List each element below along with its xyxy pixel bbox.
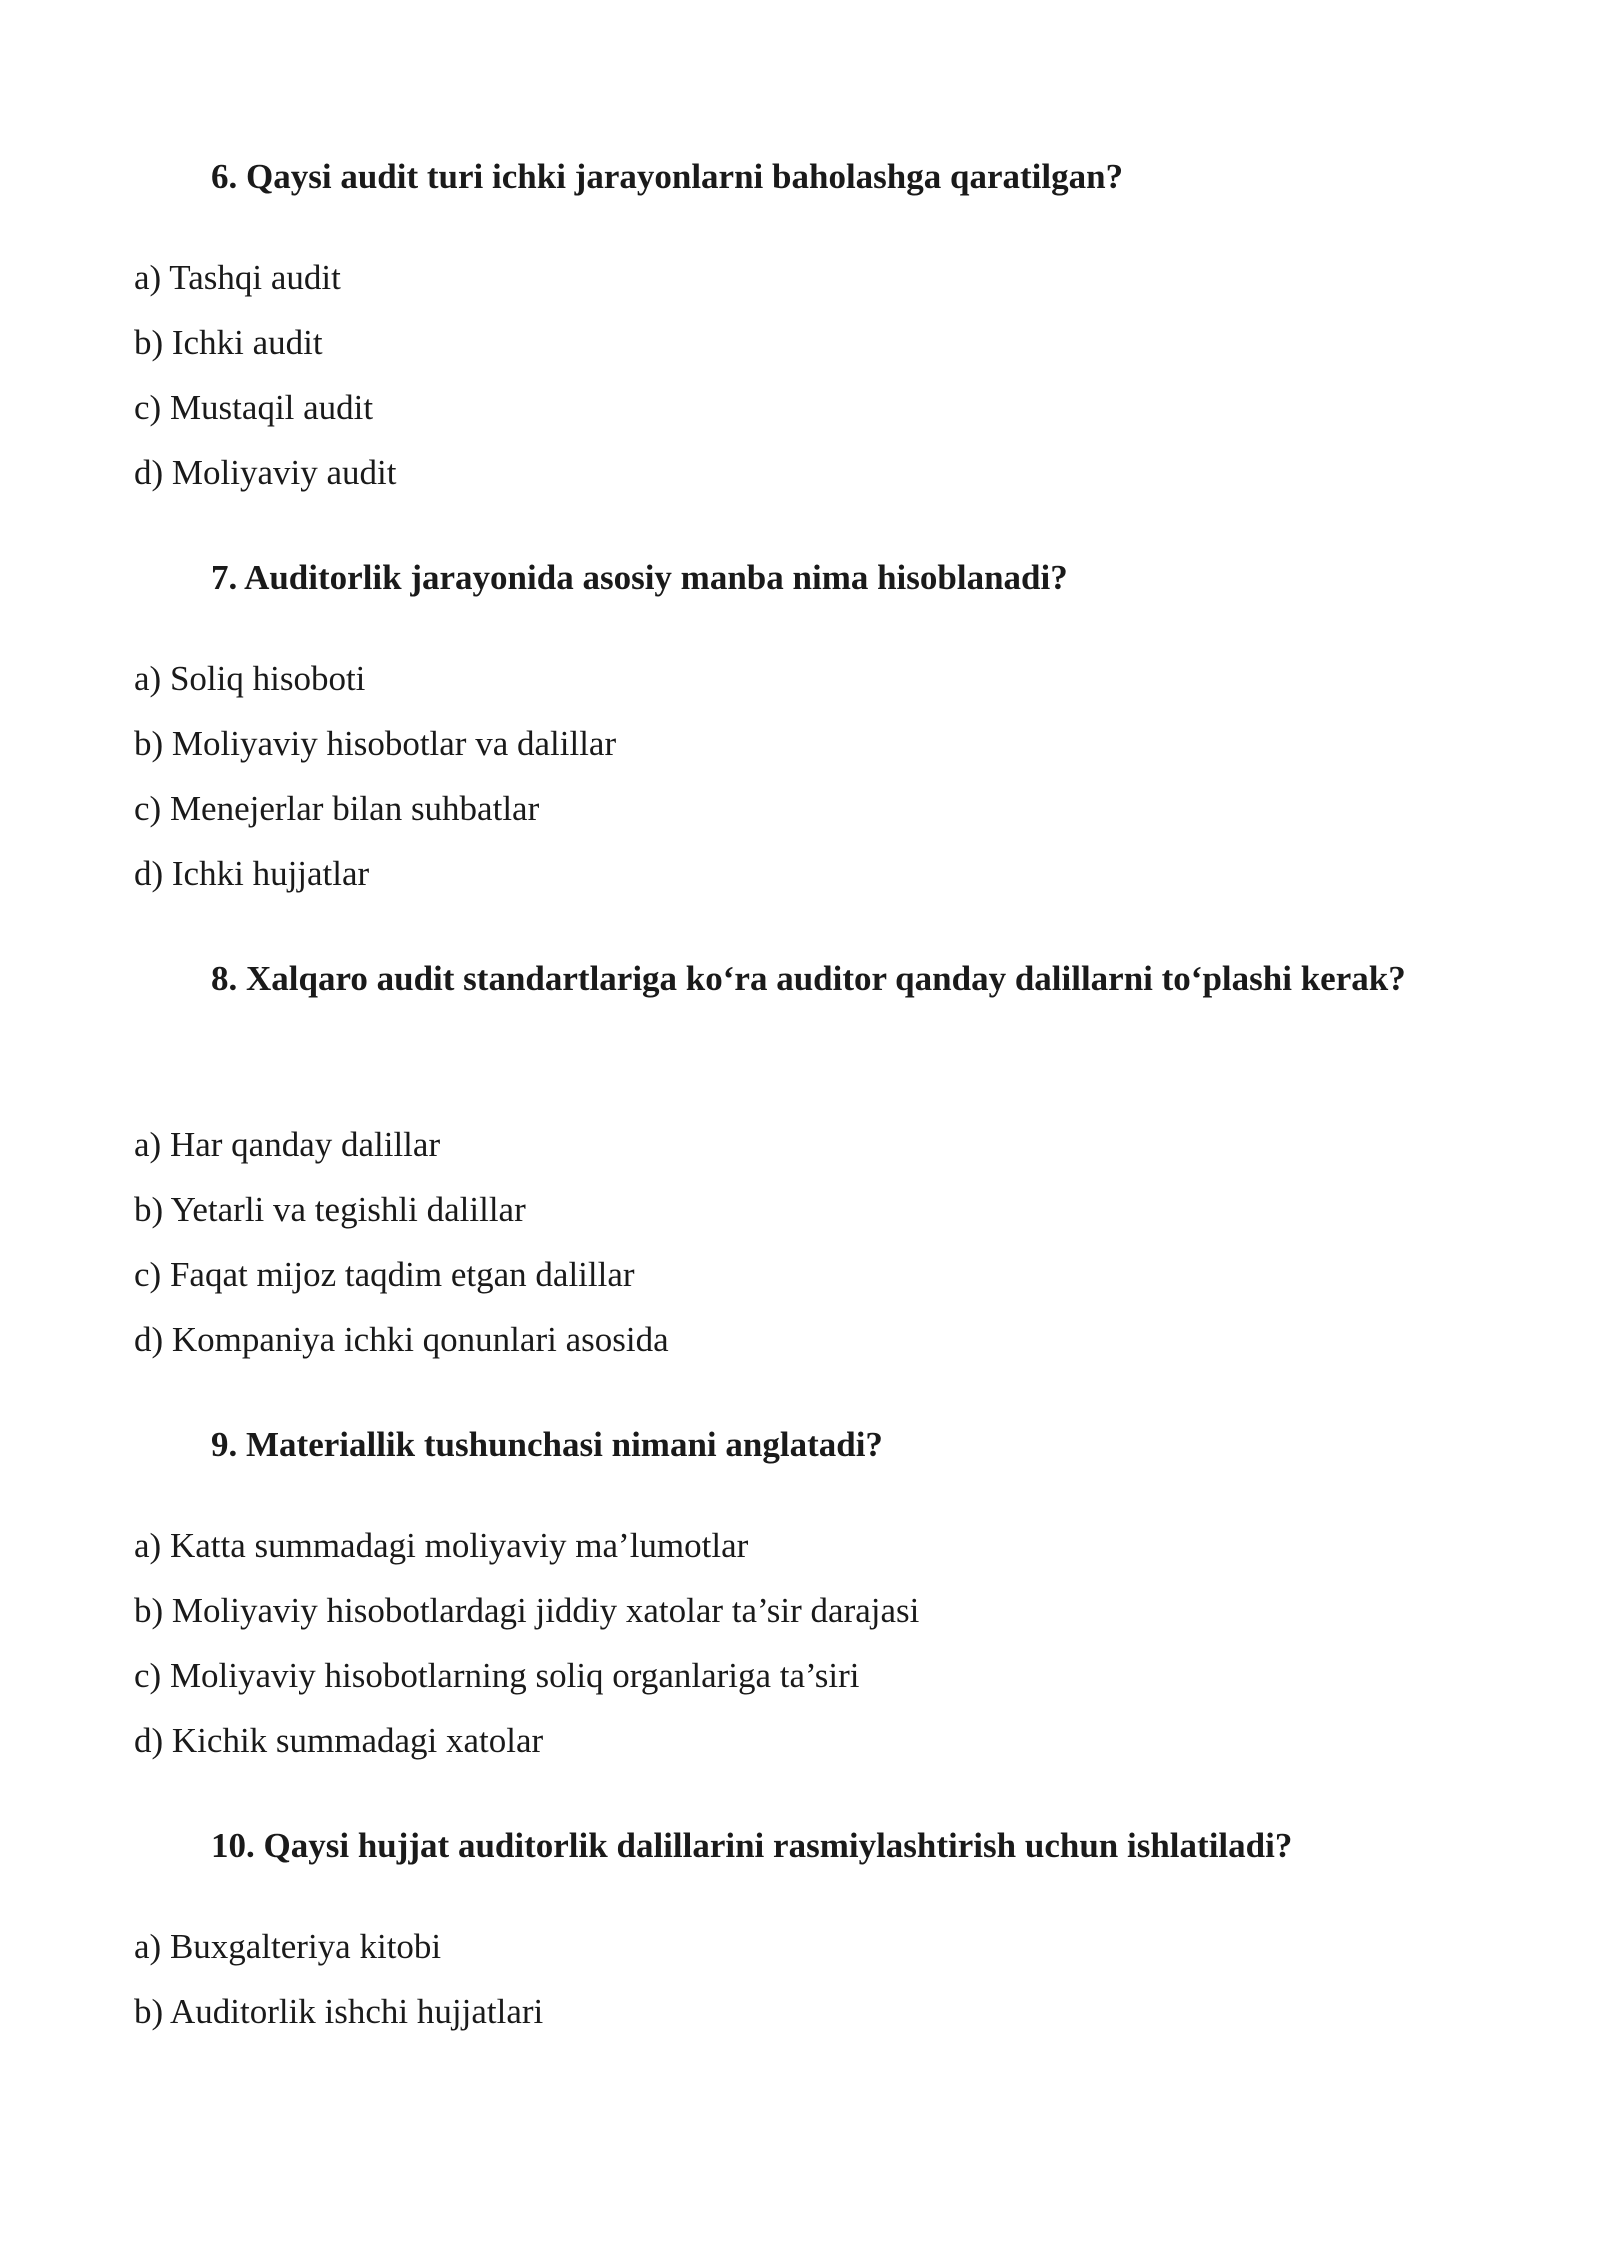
question-7-option-a: a) Soliq hisoboti bbox=[134, 659, 366, 698]
question-6-option-b: b) Ichki audit bbox=[134, 323, 323, 362]
question-9-option-d: d) Kichik summadagi xatolar bbox=[134, 1721, 544, 1760]
question-6-text: 6. Qaysi audit turi ichki jarayonlarni baholashga qaratilgan? bbox=[211, 157, 1124, 196]
question-6-option-a: a) Tashqi audit bbox=[134, 258, 341, 297]
question-8-text: 8. Xalqaro audit standartlariga ko‘ra auditor qanday dalillarni to‘plashi kerak? bbox=[211, 959, 1406, 998]
question-9-option-a: a) Katta summadagi moliyaviy ma’lumotlar bbox=[134, 1526, 749, 1565]
question-8-option-a: a) Har qanday dalillar bbox=[134, 1125, 441, 1164]
question-8-option-c: c) Faqat mijoz taqdim etgan dalillar bbox=[134, 1255, 635, 1294]
question-9-text: 9. Materiallik tushunchasi nimani anglatadi? bbox=[211, 1425, 883, 1464]
question-6-option-c: c) Mustaqil audit bbox=[134, 388, 374, 427]
question-8-option-b: b) Yetarli va tegishli dalillar bbox=[134, 1190, 526, 1229]
question-7-option-c: c) Menejerlar bilan suhbatlar bbox=[134, 789, 540, 828]
question-6-option-d: d) Moliyaviy audit bbox=[134, 453, 397, 492]
question-10-option-b: b) Auditorlik ishchi hujjatlari bbox=[134, 1992, 544, 2031]
question-9-option-c: c) Moliyaviy hisobotlarning soliq organlariga ta’siri bbox=[134, 1656, 860, 1695]
question-7-option-b: b) Moliyaviy hisobotlar va dalillar bbox=[134, 724, 617, 763]
question-7-option-d: d) Ichki hujjatlar bbox=[134, 854, 370, 893]
question-8-option-d: d) Kompaniya ichki qonunlari asosida bbox=[134, 1320, 669, 1359]
question-10-text: 10. Qaysi hujjat auditorlik dalillarini rasmiylashtirish uchun ishlatiladi? bbox=[211, 1826, 1293, 1865]
question-9-option-b: b) Moliyaviy hisobotlardagi jiddiy xatolar ta’sir darajasi bbox=[134, 1591, 920, 1630]
question-10-option-a: a) Buxgalteriya kitobi bbox=[134, 1927, 442, 1966]
question-7-text: 7. Auditorlik jarayonida asosiy manba nima hisoblanadi? bbox=[211, 558, 1068, 597]
